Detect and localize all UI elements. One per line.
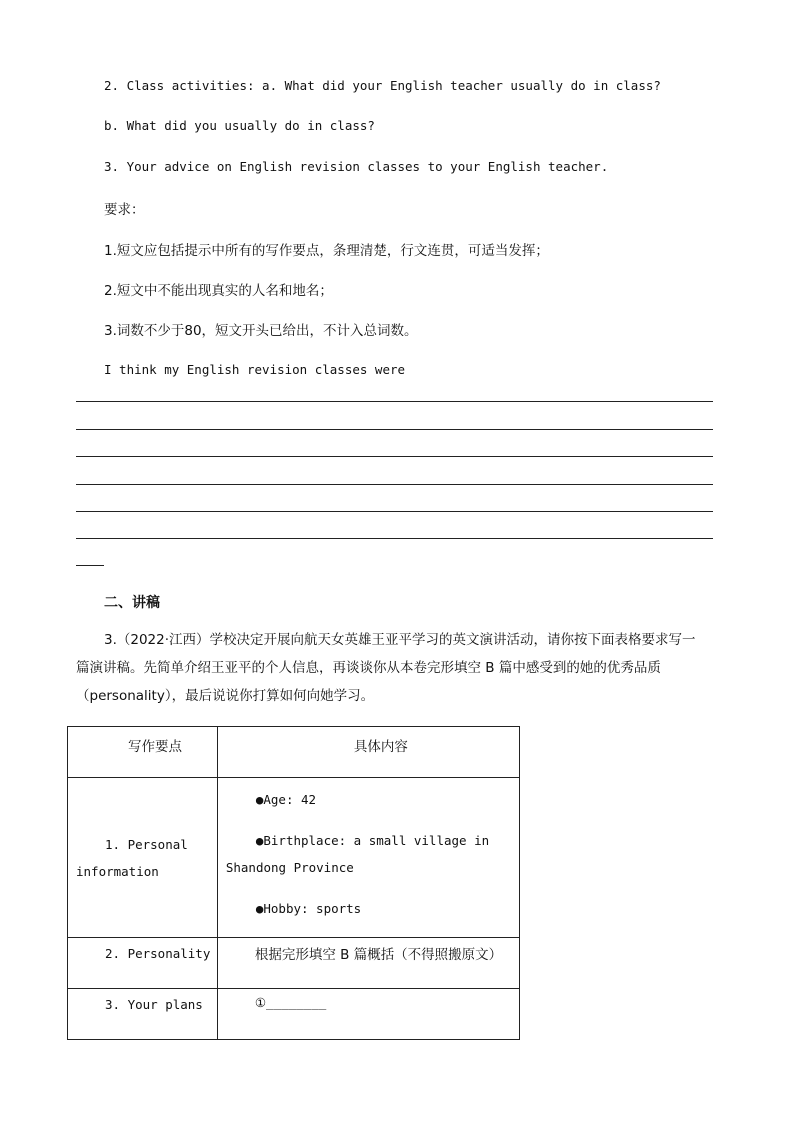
writing-line-1[interactable] <box>76 401 713 402</box>
row1-label-line-a: 1. Personal <box>105 836 188 852</box>
writing-line-4[interactable] <box>76 484 713 485</box>
essay-opening: I think my English revision classes were <box>104 362 406 377</box>
row3-label-cell <box>68 989 218 1040</box>
task-line-advice: 3. Your advice on English revision classes to your English teacher. <box>104 159 609 174</box>
prompt-line-2: 篇演讲稿。先简单介绍王亚平的个人信息，再谈谈你从本卷完形填空 B 篇中感受到的她的优秀品质 <box>76 660 661 676</box>
hobby-item: ●Hobby: sports <box>255 901 362 916</box>
task-line-class-activities: 2. Class activities: a. What did your English teacher usually do in class? <box>104 78 661 93</box>
requirement-3: 3.词数不少于80，短文开头已给出，不计入总词数。 <box>104 323 418 339</box>
row3-content-cell[interactable] <box>217 989 519 1040</box>
header-points-label: 写作要点 <box>128 739 182 755</box>
writing-line-6[interactable] <box>76 538 713 539</box>
row2-content: 根据完形填空 B 篇概括（不得照搬原文） <box>254 947 503 963</box>
table-row-plans <box>68 989 520 1040</box>
plan-blank[interactable]: ①________ <box>254 995 327 1010</box>
header-cell-points <box>68 727 218 778</box>
birthplace-item-line-a: ●Birthplace: a small village in <box>255 833 490 848</box>
header-content-label: 具体内容 <box>353 739 408 755</box>
table-header-row <box>68 727 520 778</box>
prompt-line-3: （personality），最后说说你打算如何向她学习。 <box>76 688 375 704</box>
row3-label: 3. Your plans <box>105 997 203 1012</box>
section-heading: 二、讲稿 <box>104 595 160 611</box>
row1-label-line-b: information <box>76 863 159 879</box>
row1-content-cell <box>217 778 519 938</box>
writing-line-end[interactable] <box>76 565 104 566</box>
prompt-line-1: 3.（2022·江西）学校决定开展向航天女英雄王亚平学习的英文演讲活动，请你按下面表格要求写一 <box>104 632 696 648</box>
row1-label-cell <box>68 778 218 938</box>
table-row-personal <box>68 778 520 938</box>
writing-line-5[interactable] <box>76 511 713 512</box>
writing-points-table <box>67 726 520 1040</box>
writing-line-2[interactable] <box>76 429 713 430</box>
requirement-2: 2.短文中不能出现真实的人名和地名； <box>104 283 333 299</box>
table-row-personality <box>68 938 520 989</box>
task-line-usual-activities: b. What did you usually do in class? <box>104 118 375 133</box>
row2-content-cell <box>217 938 519 989</box>
row2-label-cell <box>68 938 218 989</box>
requirement-1: 1.短文应包括提示中所有的写作要点，条理清楚，行文连贯，可适当发挥； <box>104 243 549 259</box>
requirements-title: 要求： <box>104 202 145 218</box>
birthplace-item-line-b: Shandong Province <box>225 860 354 875</box>
row2-label: 2. Personality <box>105 946 211 961</box>
writing-line-3[interactable] <box>76 456 713 457</box>
age-item: ●Age: 42 <box>255 792 317 807</box>
